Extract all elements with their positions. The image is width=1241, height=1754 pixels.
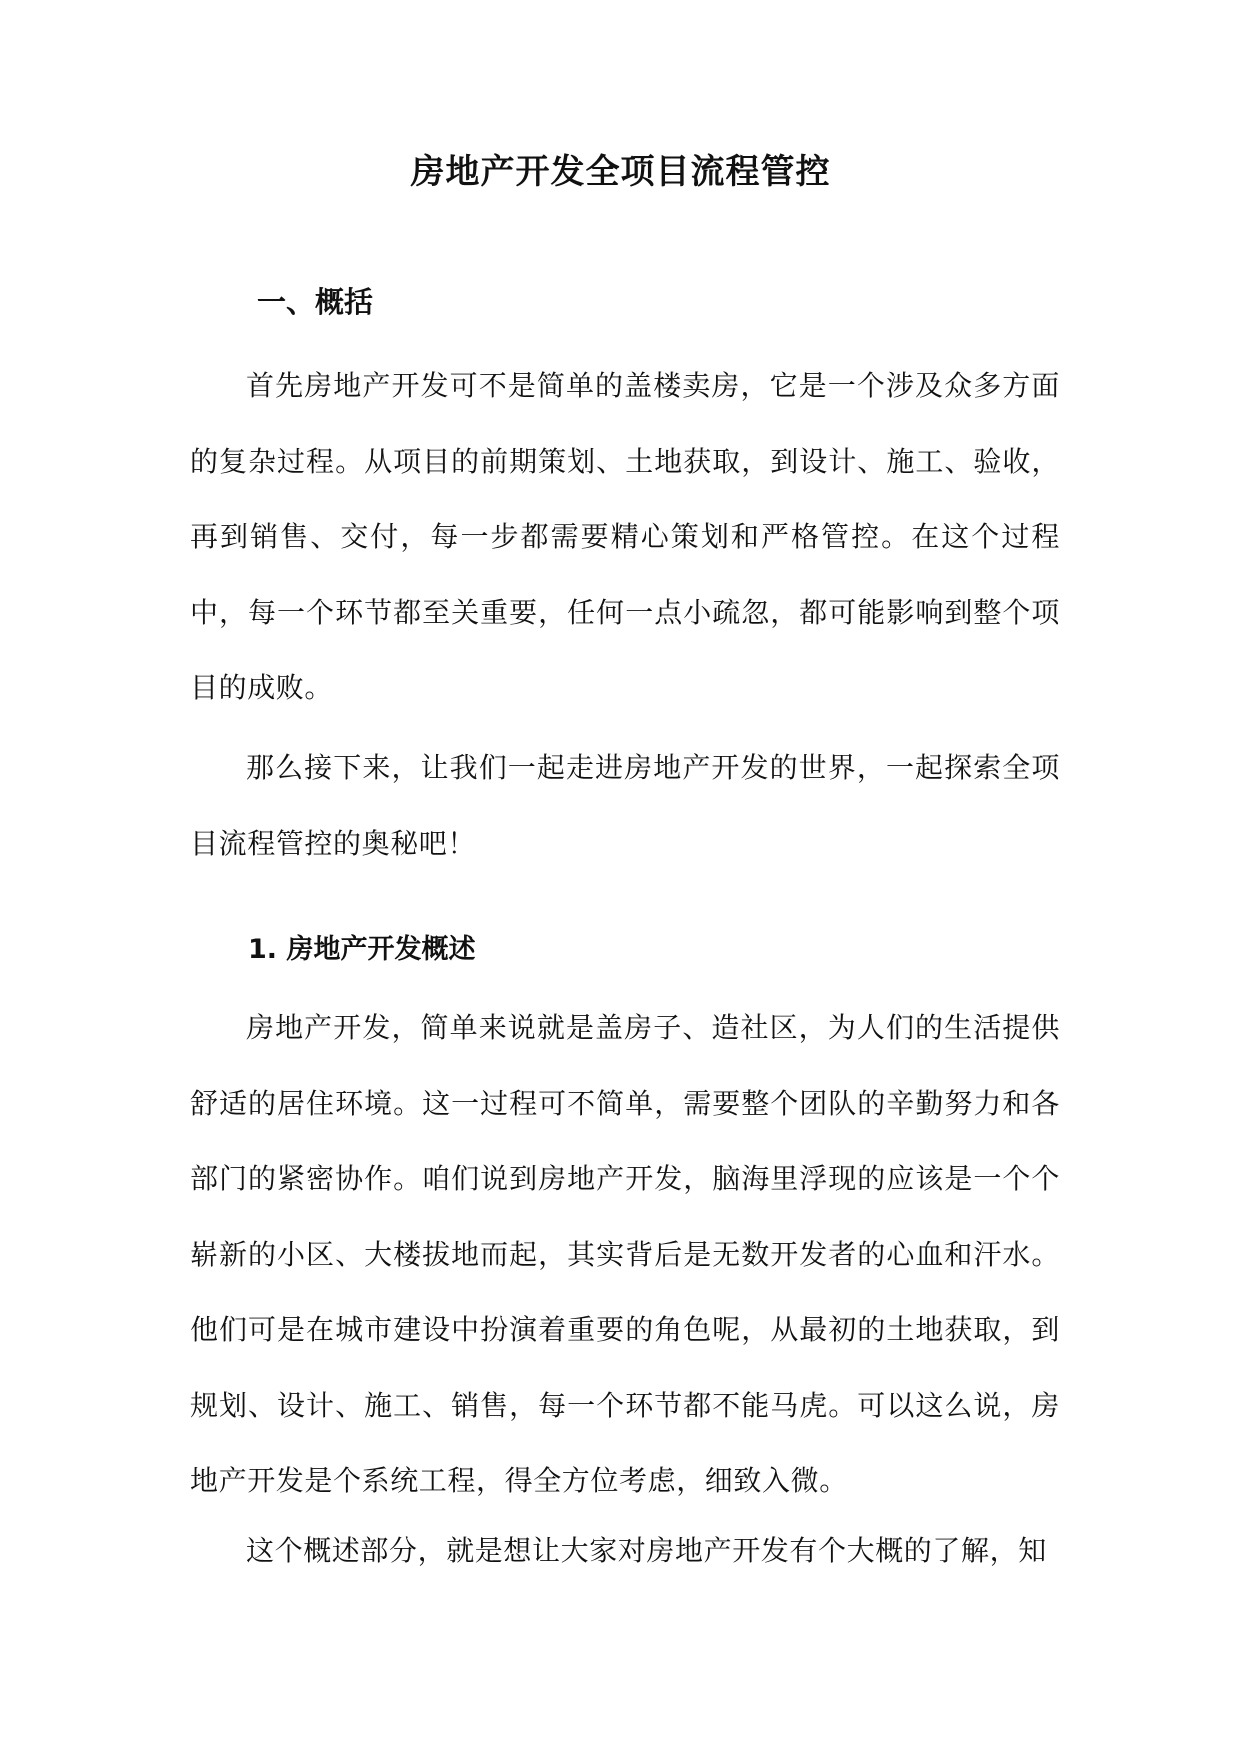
paragraph-subsection-1: 房地产开发，简单来说就是盖房子、造社区，为人们的生活提供舒适的居住环境。这一过程可不简单，需要整个团队的辛勤努力和各部门的紧密协作。咱们说到房地产开发，脑海里浮现的应该是一个个崭新的小区、大楼拔地而起，其实背后是无数开发者的心血和汗水。他们可是在城市建设中扮演着重要的角色呢，从最初的土地获取，到规划、设计、施工、销售，每一个环节都不能马虎。可以这么说，房地产开发是个系统工程，得全方位考虑，细致入微。	[190, 1011, 1060, 1497]
subsection-heading: 1. 房地产开发概述	[248, 934, 476, 965]
paragraph-subsection-2: 这个概述部分，就是想让大家对房地产开发有个大概的了解，知	[246, 1534, 1047, 1567]
paragraph-overview-2: 那么接下来，让我们一起走进房地产开发的世界，一起探索全项目流程管控的奥秘吧！	[190, 751, 1060, 860]
section-heading: 一、概括	[257, 285, 374, 319]
paragraph-overview-1: 首先房地产开发可不是简单的盖楼卖房，它是一个涉及众多方面的复杂过程。从项目的前期策划、土地获取，到设计、施工、验收，再到销售、交付，每一步都需要精心策划和严格管控。在这个过程中，每一个环节都至关重要，任何一点小疏忽，都可能影响到整个项目的成败。	[190, 369, 1060, 704]
document-title: 房地产开发全项目流程管控	[410, 152, 831, 192]
